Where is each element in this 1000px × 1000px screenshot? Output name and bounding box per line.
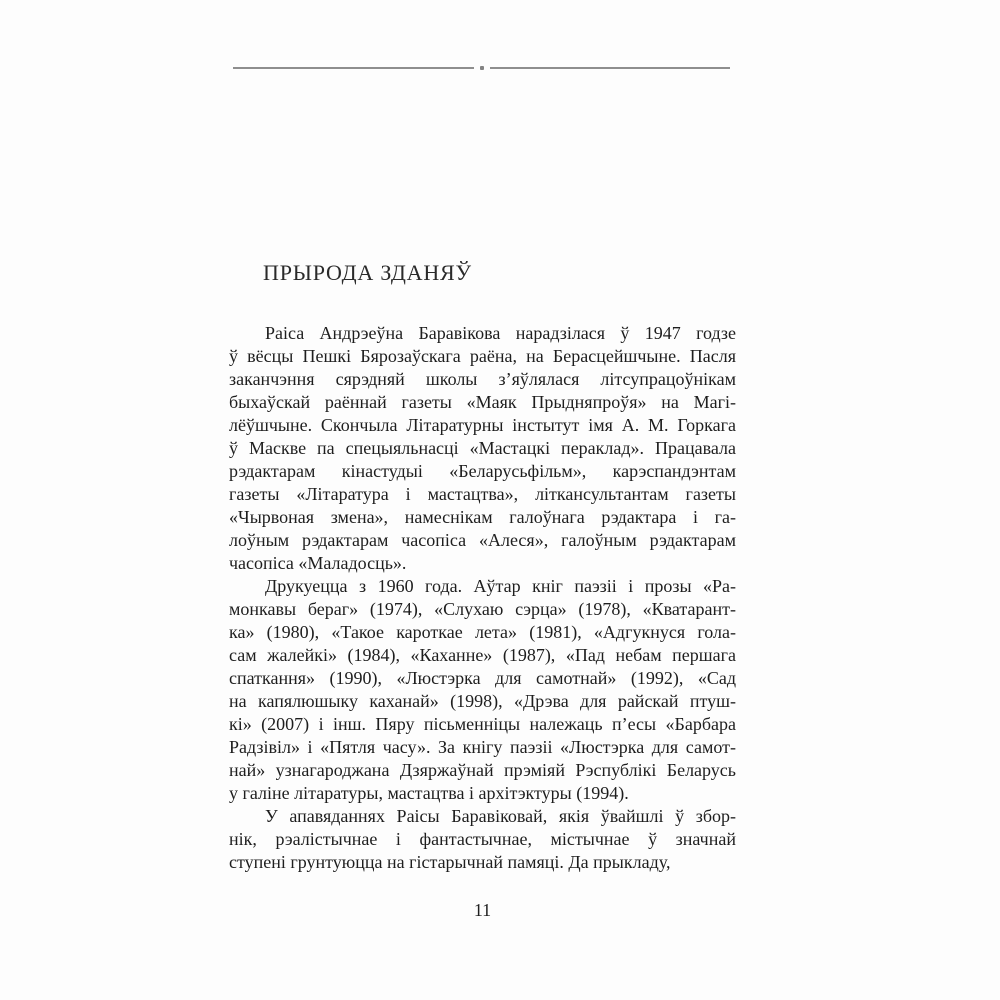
text-line: ступені грунтуюцца на гістарычнай памяці. Да прыкладу, xyxy=(229,852,671,872)
text-line: лоўным рэдактарам часопіса «Алеся», галоўным рэдактарам xyxy=(229,530,736,550)
body-text xyxy=(229,322,736,874)
text-line: кі» (2007) і інш. Пяру пісьменніцы належаць п’есы «Барбара xyxy=(229,714,736,734)
text-line: Друкуецца з 1960 года. Аўтар кніг паэзіі і прозы «Ра- xyxy=(265,576,736,596)
text-line: най» узнагароджана Дзяржаўнай прэміяй Рэспублікі Беларусь xyxy=(229,760,736,780)
text-line: на капялюшыку каханай» (1998), «Дрэва для райскай птуш- xyxy=(229,691,736,711)
text-line: часопіса «Маладосць». xyxy=(229,553,407,573)
header-ornament xyxy=(233,64,730,72)
text-line: нік, рэалістычнае і фантастычнае, містычнае ў значнай xyxy=(229,829,736,849)
text-line: ка» (1980), «Такое кароткае лета» (1981), «Адгукнуся гола- xyxy=(229,622,736,642)
text-line: у галіне літаратуры, мастацтва і архітэктуры (1994). xyxy=(229,783,629,803)
text-line: У апавяданнях Раісы Баравіковай, якія ўвайшлі ў збор- xyxy=(265,806,736,826)
text-line: сам жалейкі» (1984), «Каханне» (1987), «Пад небам першага xyxy=(229,645,736,665)
text-line: «Чырвоная змена», намеснікам галоўнага рэдактара і га- xyxy=(229,507,736,527)
ornament-line-right xyxy=(490,67,731,69)
text-line: ў Маскве па спецыяльнасці «Мастацкі пераклад». Працавала xyxy=(229,438,736,458)
text-line: монкавы бераг» (1974), «Слухаю сэрца» (1978), «Кватарант- xyxy=(229,599,736,619)
ornament-line-left xyxy=(233,67,474,69)
text-line: лёўшчыне. Скончыла Літаратурны інстытут імя А. М. Горкага xyxy=(229,415,736,435)
page-number: 11 xyxy=(473,900,492,920)
text-line: Раіса Андрэеўна Баравікова нарадзілася ў 1947 годзе xyxy=(265,323,736,343)
text-line: спаткання» (1990), «Люстэрка для самотнай» (1992), «Сад xyxy=(229,668,736,688)
text-line: газеты «Літаратура і мастацтва», літкансультантам газеты xyxy=(229,484,736,504)
text-line: ў вёсцы Пешкі Бярозаўскага раёна, на Берасцейшчыне. Пасля xyxy=(229,346,736,366)
text-line: быхаўскай раённай газеты «Маяк Прыдняпроўя» на Магі- xyxy=(229,392,736,412)
text-line: рэдактарам кінастудыі «Беларусьфільм», карэспандэнтам xyxy=(229,461,736,481)
text-line: заканчэння сярэдняй школы з’яўлялася літсупрацоўнікам xyxy=(229,369,736,389)
chapter-title: ПРЫРОДА ЗДАНЯЎ xyxy=(263,260,472,285)
ornament-dot-icon xyxy=(480,66,484,70)
text-line: Радзівіл» і «Пятля часу». За кнігу паэзіі «Люстэрка для самот- xyxy=(229,737,736,757)
